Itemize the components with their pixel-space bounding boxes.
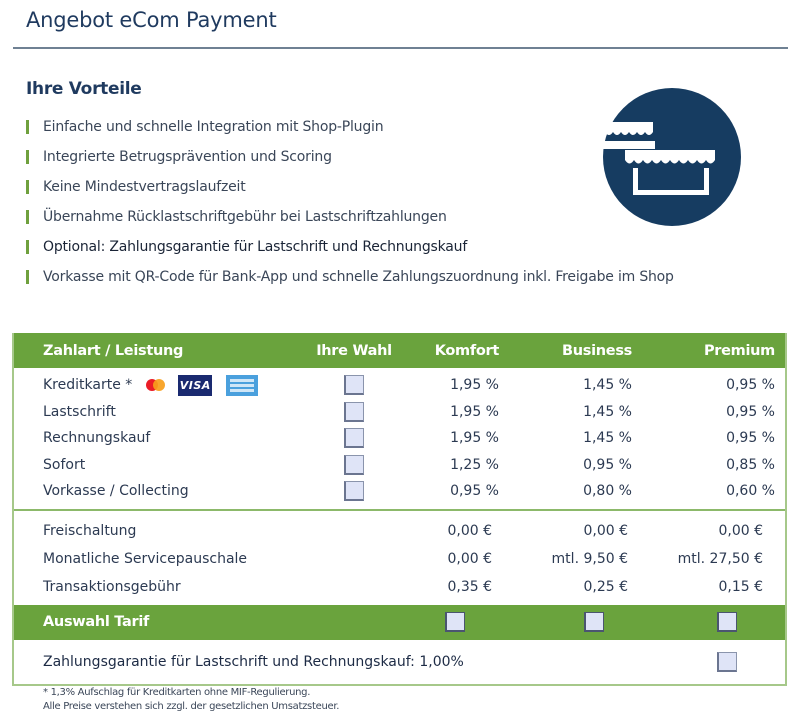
bullet-bar-icon bbox=[26, 150, 29, 164]
amex-icon bbox=[226, 375, 258, 396]
bullet-bar-icon bbox=[26, 120, 29, 134]
rate-label: Rechnungskauf bbox=[43, 430, 151, 447]
fee-komfort: 0,35 € bbox=[447, 578, 492, 595]
mastercard-icon bbox=[144, 378, 168, 392]
shop-storefront-icon bbox=[603, 88, 741, 226]
visa-icon: VISA bbox=[178, 375, 212, 396]
bullet-bar-icon bbox=[26, 240, 29, 254]
rate-label: Lastschrift bbox=[43, 403, 116, 420]
column-header-premium: Premium bbox=[703, 342, 775, 359]
rate-komfort: 1,95 % bbox=[450, 403, 499, 420]
benefit-item bbox=[26, 232, 674, 262]
guarantee-row bbox=[14, 640, 785, 684]
bullet-bar-icon bbox=[26, 210, 29, 224]
choice-checkbox-kreditkarte[interactable] bbox=[344, 375, 364, 395]
fees-section bbox=[14, 511, 785, 605]
table-row bbox=[14, 452, 785, 479]
benefit-item bbox=[26, 112, 674, 142]
rate-premium: 0,60 % bbox=[726, 483, 775, 500]
rates-section bbox=[14, 368, 785, 511]
bullet-bar-icon bbox=[26, 180, 29, 194]
benefit-label: Integrierte Betrugsprävention und Scoring bbox=[43, 149, 332, 165]
choice-checkbox-lastschrift[interactable] bbox=[344, 402, 364, 422]
table-row bbox=[14, 545, 785, 573]
table-row bbox=[14, 372, 785, 399]
rate-business: 1,45 % bbox=[583, 403, 632, 420]
rate-premium: 0,85 % bbox=[726, 456, 775, 473]
fee-premium: mtl. 27,50 € bbox=[677, 550, 763, 567]
rate-premium: 0,95 % bbox=[726, 430, 775, 447]
benefits-list bbox=[26, 112, 674, 292]
benefits-heading: Ihre Vorteile bbox=[26, 79, 142, 99]
benefit-item bbox=[26, 142, 674, 172]
rate-business: 1,45 % bbox=[583, 377, 632, 394]
rate-business: 0,95 % bbox=[583, 456, 632, 473]
tariff-checkbox-komfort[interactable] bbox=[445, 612, 465, 632]
tariff-selection-row bbox=[14, 605, 785, 640]
rate-komfort: 1,95 % bbox=[450, 430, 499, 447]
rate-business: 1,45 % bbox=[583, 430, 632, 447]
footnotes bbox=[43, 686, 339, 714]
fee-business: 0,00 € bbox=[583, 522, 628, 539]
table-row bbox=[14, 425, 785, 452]
benefit-label: Einfache und schnelle Integration mit Shop-Plugin bbox=[43, 119, 384, 135]
fee-komfort: 0,00 € bbox=[447, 550, 492, 567]
choice-checkbox-sofort[interactable] bbox=[344, 455, 364, 475]
fee-business: 0,25 € bbox=[583, 578, 628, 595]
table-header bbox=[14, 333, 785, 368]
card-logos bbox=[144, 375, 258, 396]
rate-premium: 0,95 % bbox=[726, 403, 775, 420]
benefit-item bbox=[26, 202, 674, 232]
rate-business: 0,80 % bbox=[583, 483, 632, 500]
title-divider bbox=[13, 47, 788, 49]
fee-premium: 0,00 € bbox=[718, 522, 763, 539]
table-row bbox=[14, 517, 785, 545]
benefit-label: Vorkasse mit QR-Code für Bank-App und schnelle Zahlungszuordnung inkl. Freigabe im Shop bbox=[43, 269, 674, 285]
benefit-label: Keine Mindestvertragslaufzeit bbox=[43, 179, 246, 195]
benefit-label: Übernahme Rücklastschriftgebühr bei Lastschriftzahlungen bbox=[43, 209, 447, 225]
rate-label: Vorkasse / Collecting bbox=[43, 483, 189, 500]
tariff-label: Auswahl Tarif bbox=[43, 614, 150, 630]
fee-komfort: 0,00 € bbox=[447, 522, 492, 539]
page-title: Angebot eCom Payment bbox=[26, 8, 277, 32]
column-header-choice: Ihre Wahl bbox=[316, 342, 392, 359]
column-header-business: Business bbox=[562, 342, 632, 359]
rate-label: Sofort bbox=[43, 456, 86, 473]
tariff-checkbox-business[interactable] bbox=[584, 612, 604, 632]
fee-label: Freischaltung bbox=[43, 522, 137, 539]
benefit-item bbox=[26, 172, 674, 202]
rate-komfort: 0,95 % bbox=[450, 483, 499, 500]
rate-label-cell bbox=[14, 375, 304, 396]
choice-checkbox-rechnungskauf[interactable] bbox=[344, 428, 364, 448]
choice-checkbox-vorkasse[interactable] bbox=[344, 481, 364, 501]
table-row bbox=[14, 478, 785, 505]
guarantee-checkbox[interactable] bbox=[717, 652, 737, 672]
column-header-komfort: Komfort bbox=[434, 342, 499, 359]
rate-komfort: 1,25 % bbox=[450, 456, 499, 473]
fee-premium: 0,15 € bbox=[718, 578, 763, 595]
bullet-bar-icon bbox=[26, 270, 29, 284]
fee-label: Transaktionsgebühr bbox=[43, 578, 181, 595]
pricing-table bbox=[12, 333, 787, 686]
table-row bbox=[14, 573, 785, 601]
benefit-item bbox=[26, 262, 674, 292]
column-header-label: Zahlart / Leistung bbox=[43, 342, 184, 359]
footnote-line: * 1,3% Aufschlag für Kreditkarten ohne MIF-Regulierung. bbox=[43, 687, 311, 698]
fee-label: Monatliche Servicepauschale bbox=[43, 550, 248, 567]
fee-business: mtl. 9,50 € bbox=[551, 550, 628, 567]
rate-premium: 0,95 % bbox=[726, 377, 775, 394]
footnote-line: Alle Preise verstehen sich zzgl. der gesetzlichen Umsatzsteuer. bbox=[43, 701, 340, 712]
tariff-checkbox-premium[interactable] bbox=[717, 612, 737, 632]
table-row bbox=[14, 399, 785, 426]
benefit-label: Optional: Zahlungsgarantie für Lastschrift und Rechnungskauf bbox=[43, 239, 468, 255]
rate-label: Kreditkarte * bbox=[43, 377, 133, 394]
guarantee-label: Zahlungsgarantie für Lastschrift und Rechnungskauf: 1,00% bbox=[43, 653, 464, 670]
rate-komfort: 1,95 % bbox=[450, 377, 499, 394]
